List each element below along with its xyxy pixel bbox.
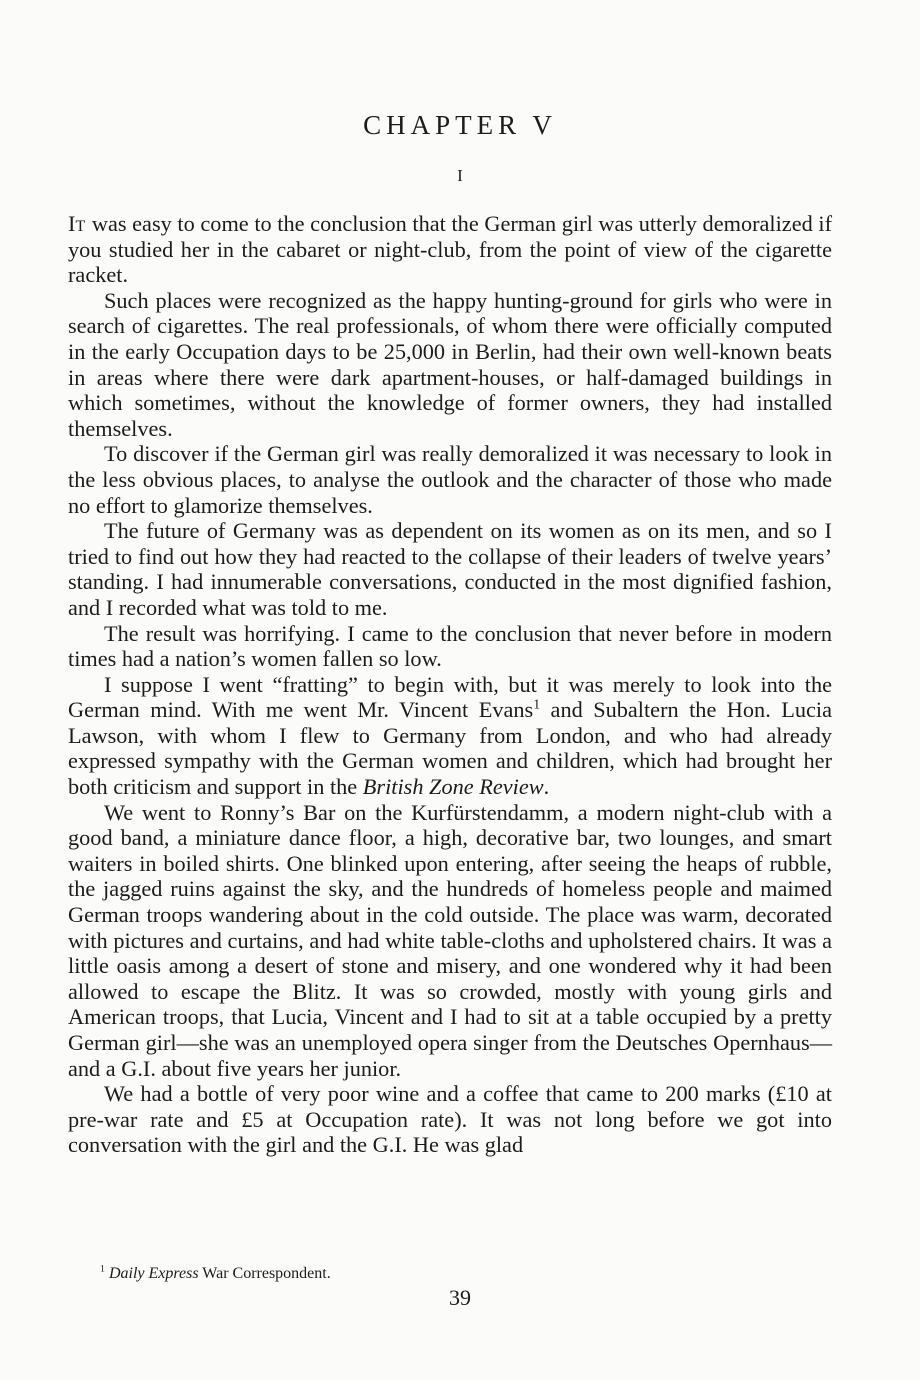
section-number: I — [457, 166, 463, 185]
paragraph-6-text-b: and Subaltern the Hon. Lucia Lawson, with whom I flew to Germany from London, and who had already expressed sympathy with the German women and children, which had brought her both criticism and support in the — [68, 697, 832, 800]
paragraph-6-text-a: I suppose I went “fratting” to begin with, but it was merely to look into the German mind. With me went Mr. Vincent Evans — [68, 671, 832, 723]
paragraph-6 — [68, 672, 832, 800]
footnote-publication: Daily Express — [108, 1265, 199, 1282]
paragraph-1 — [68, 211, 832, 288]
paragraph-6-text-c: . — [543, 774, 550, 800]
footnote-reference: 1 — [533, 696, 541, 712]
dropcap: I — [68, 211, 76, 236]
paragraph-5: The result was horrifying. I came to the conclusion that never before in modern times had a nation’s women fallen so low. — [68, 620, 832, 672]
lead-small-caps: t — [75, 211, 87, 236]
footnote — [100, 1265, 331, 1283]
paragraph-1-text: was easy to come to the conclusion that the German girl was utterly demoralized if you studied her in the cabaret or night-club, from the point of view of the cigarette racket. — [68, 211, 832, 288]
footnote-mark: 1 — [100, 1263, 105, 1275]
paragraph-3: To discover if the German girl was really demoralized it was necessary to look in the less obvious places, to analyse the outlook and the character of those who made no effort to glamorize themselves. — [68, 441, 832, 518]
page-number: 39 — [449, 1285, 471, 1310]
paragraph-2: Such places were recognized as the happy hunting-ground for girls who were in search of cigarettes. The real professionals, of whom there were officially computed in the early Occupation days to be 25,000 in Berlin, had their own well-known beats in areas where there were dark apartment-houses, or half-damaged buildings in which sometimes, without the knowledge of former owners, they had installed themselves. — [68, 287, 832, 441]
footnote-text: War Correspondent. — [198, 1265, 331, 1282]
publication-title: British Zone Review — [362, 774, 544, 800]
chapter-title: CHAPTER V — [363, 110, 557, 140]
paragraph-4: The future of Germany was as dependent on its women as on its men, and so I tried to find out how they had reacted to the collapse of their leaders of twelve years’ standing. I had innumerable conversations, conducted in the most dignified fashion, and I recorded what was told to me. — [68, 518, 832, 620]
paragraph-7: We went to Ronny’s Bar on the Kurfürstendamm, a modern night-club with a good band, a miniature dance floor, a high, decorative bar, two lounges, and smart waiters in boiled shirts. One blinked upon entering, after seeing the heaps of rubble, the jagged ruins against the sky, and the hundreds of homeless people and maimed German troops wandering about in the cold outside. The place was warm, decorated with pictures and curtains, and had white table-cloths and upholstered chairs. It was a little oasis among a desert of stone and misery, and one wondered why it had been allowed to escape the Blitz. It was so crowded, mostly with young girls and American troops, that Lucia, Vincent and I had to sit at a table occupied by a pretty German girl—she was an unemployed opera singer from the Deutsches Opernhaus—and a G.I. about five years her junior. — [68, 799, 832, 1081]
body-text — [68, 211, 832, 1158]
paragraph-8: We had a bottle of very poor wine and a coffee that came to 200 marks (£10 at pre-war rate and £5 at Occupation rate). It was not long before we got into conversation with the girl and the G.I. He was glad — [68, 1081, 832, 1158]
